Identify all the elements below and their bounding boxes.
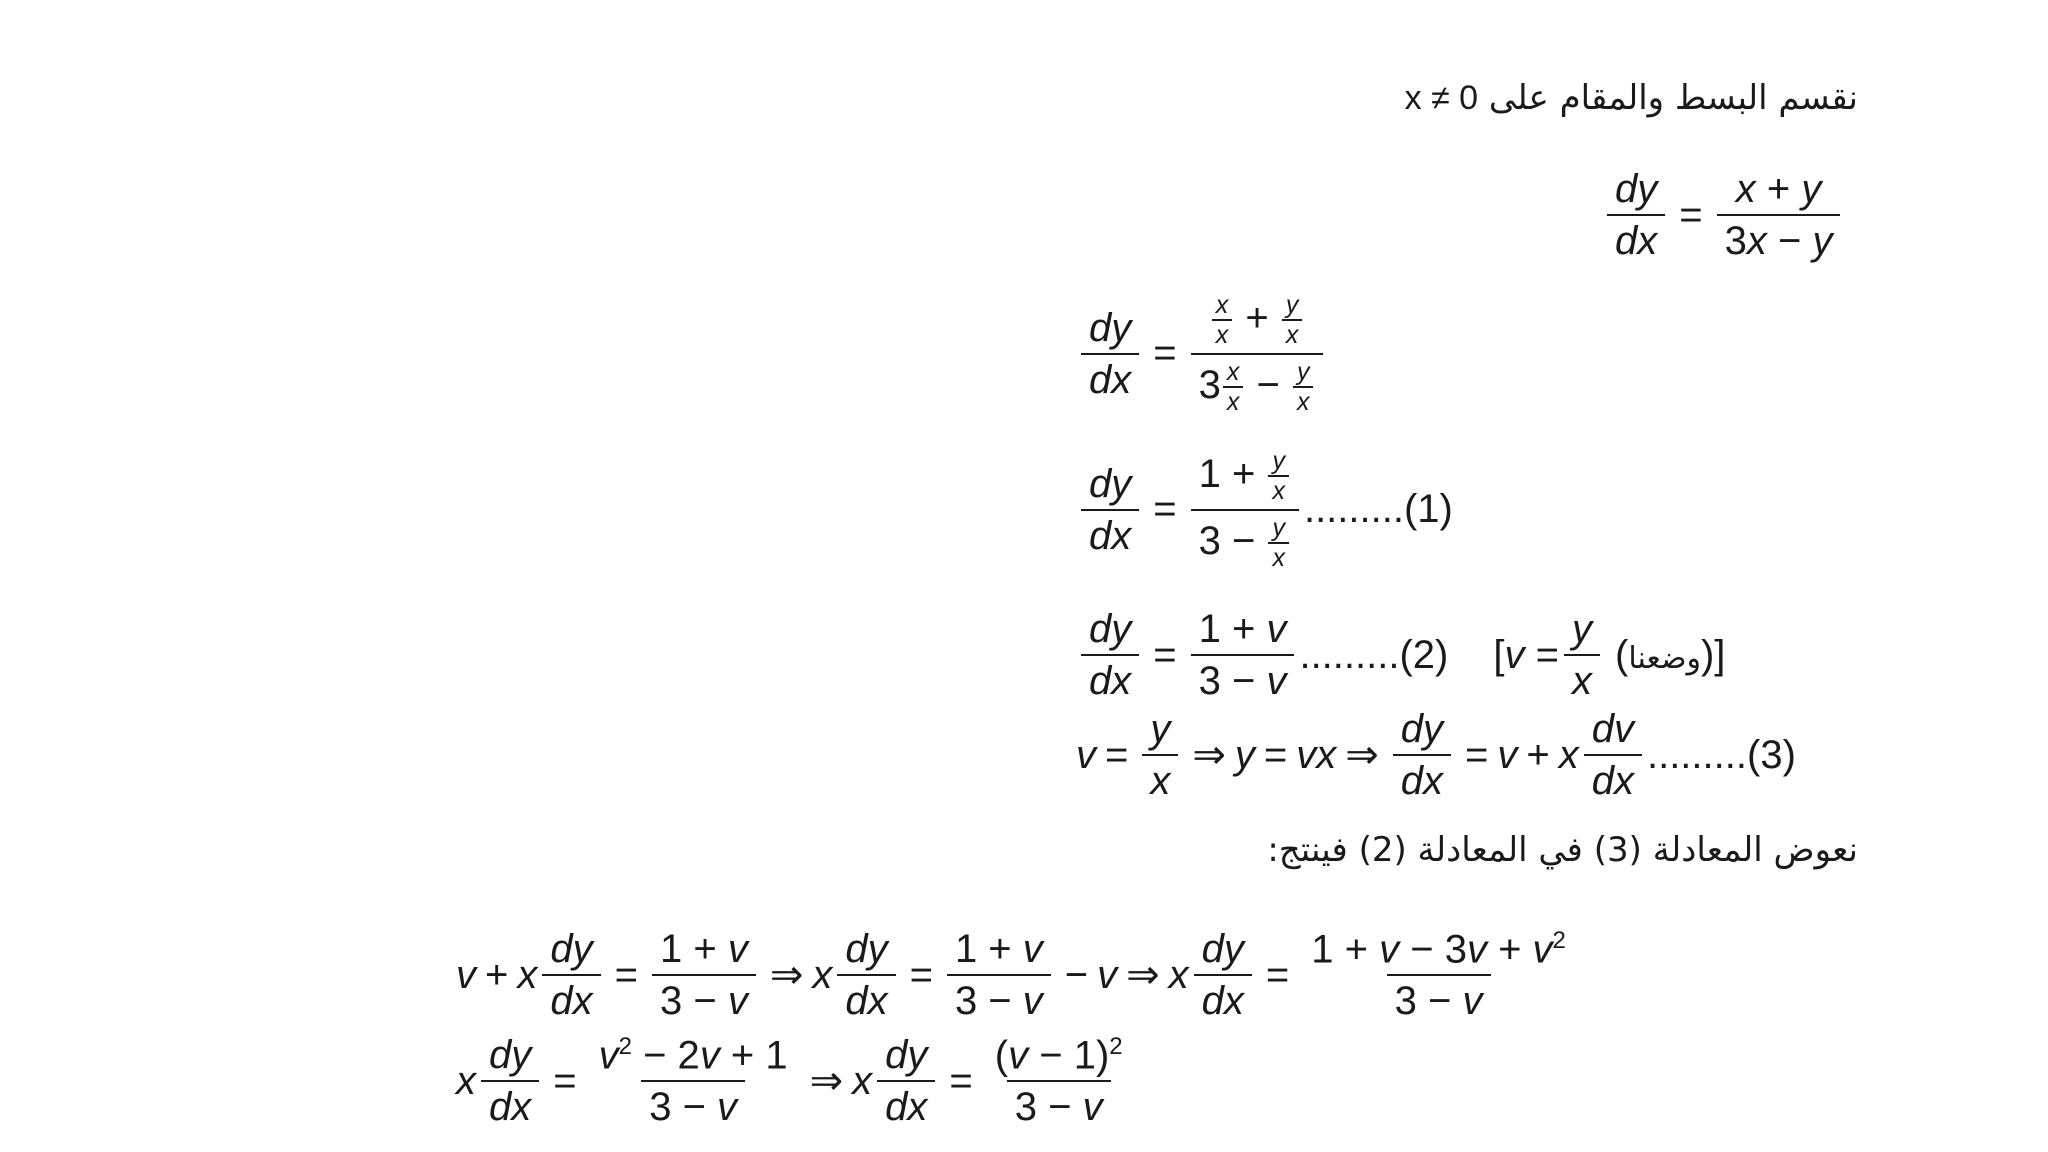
equation-2: $\frac{dy}{dx}$ = $\frac{1 + v}{3 - v}$ ......... (2) [v = $\frac{y}{x}$ (وضعنا)]	[1076, 608, 1725, 702]
equation-number-2: (2)	[1399, 632, 1449, 677]
substitute-line: نعوض المعادلة (3) في المعادلة (2) فينتج:	[1267, 830, 1858, 870]
equation-1: $\frac{dy}{dx}$ = 1 + $\frac{y}{x}$ 3 − $\frac{y}{x}$ ......... (1)	[1076, 448, 1453, 571]
derivation-line-2: x $\frac{dy}{dx}$ = $\frac{v^2 - 2v + 1}{3 - v}$ ⇒ x $\frac{dy}{dx}$ = $\frac{(v - 1)^2}{3 - v}$	[456, 1033, 1123, 1130]
equation-original: $\frac{dy}{dx}$ = $\frac{x + y}{3x - y}$	[1602, 168, 1845, 262]
dots-1: .........	[1303, 487, 1404, 531]
equation-3: v = $\frac{y}{x}$ ⇒ y = vx ⇒ $\frac{dy}{dx}$ = v + x $\frac{dv}{dx}$ ......... (3)	[1076, 707, 1796, 803]
substitution-note: وضعنا	[1628, 640, 1701, 676]
intro-text: نقسم البسط والمقام على	[1488, 78, 1858, 118]
equation-divided: $\frac{dy}{dx}$ = $\frac{x}{x}$ + $\frac{y}{x}$ 3 $\frac{x}{x}$ − $\frac{y}{x}$	[1076, 292, 1328, 415]
intro-condition: x ≠ 0	[1404, 79, 1479, 117]
equation-number-3: (3)	[1747, 732, 1796, 777]
equation-number-1: (1)	[1403, 487, 1453, 531]
dots-3: .........	[1646, 732, 1747, 777]
substitution-bracket: [v =	[1493, 632, 1559, 677]
intro-line	[1405, 78, 1858, 118]
dots-2: .........	[1299, 632, 1400, 677]
derivation-line-1: v + x $\frac{dy}{dx}$ = $\frac{1 + v}{3 - v}$ ⇒ x $\frac{dy}{dx}$ = $\frac{1 + v}{3 - v}$ − v ⇒ x $\frac{dy}{dx}$ = $\frac{1 + v - 3v + v^2}{3 - v}$	[456, 927, 1566, 1024]
